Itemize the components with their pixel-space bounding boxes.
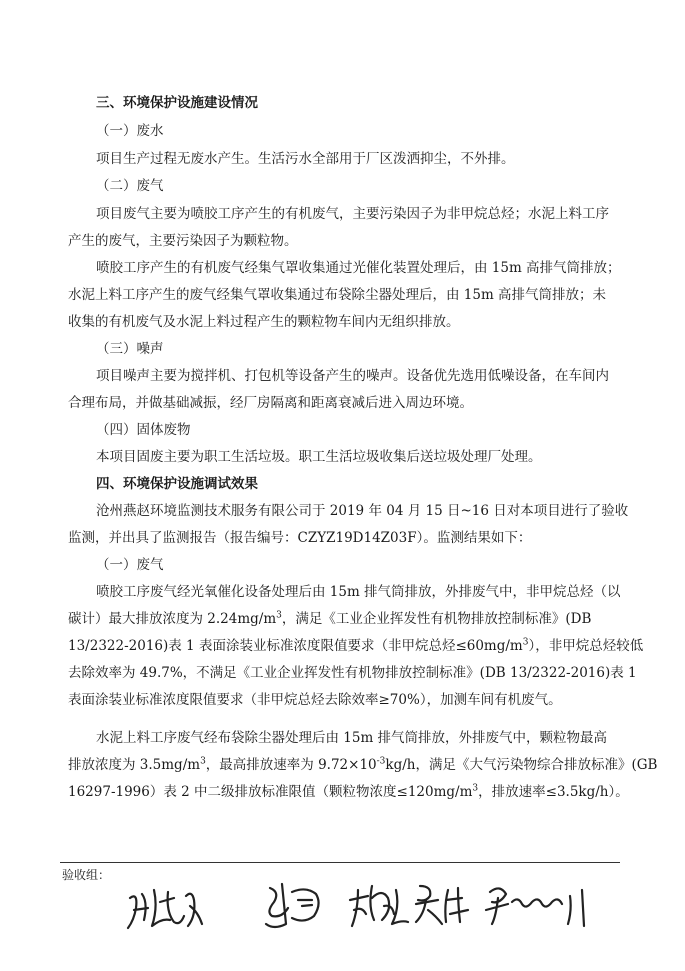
footer-divider — [60, 862, 620, 863]
particulate-result-line-2: 排放浓度为 $3.5mg/m^3$，最高排放速率为 $9.72\times 10^{-3}kg/h$，满足《大气污染物综合排放标准》(GB — [68, 756, 658, 773]
section-3-heading: 三、环境保护设施建设情况 — [96, 95, 258, 111]
vocs-result-line-1: 喷胶工序废气经光氧催化设备处理后由 15m 排气筒排放，外排废气中，非甲烷总烃（以 — [96, 584, 621, 600]
handwritten-signatures — [120, 870, 640, 940]
exhaust-gas-paragraph-2-line-1: 喷胶工序产生的有机废气经集气罩收集通过光催化装置处理后，由 15m 高排气筒排放； — [96, 260, 621, 276]
monitoring-exhaust-gas-heading: （一）废气 — [96, 557, 164, 573]
noise-paragraph-line-1: 项目噪声主要为搅拌机、打包机等设备产生的噪声。设备优先选用低噪设备，在车间内 — [96, 368, 609, 384]
monitoring-intro-line-1: 沧州燕赵环境监测技术服务有限公司于 2019 年 04 月 15 日~16 日对本项目进行了验收 — [96, 503, 629, 519]
solid-waste-paragraph: 本项目固废主要为职工生活垃圾。职工生活垃圾收集后送垃圾处理厂处理。 — [96, 449, 542, 465]
noise-heading: （三）噪声 — [96, 341, 164, 357]
exhaust-gas-heading: （二）废气 — [96, 178, 164, 194]
exhaust-gas-paragraph-1-line-2: 产生的废气，主要污染因子为颗粒物。 — [68, 233, 298, 249]
exhaust-gas-paragraph-2-line-3: 收集的有机废气及水泥上料过程产生的颗粒物车间内无组织排放。 — [68, 314, 460, 330]
wastewater-paragraph: 项目生产过程无废水产生。生活污水全部用于厂区泼洒抑尘，不外排。 — [96, 151, 515, 167]
acceptance-group-label: 验收组： — [62, 868, 111, 882]
exhaust-gas-paragraph-2-line-2: 水泥上料工序产生的废气经集气罩收集通过布袋除尘器处理后，由 15m 高排气筒排放；未 — [68, 287, 607, 303]
solid-waste-heading: （四）固体废物 — [96, 422, 191, 438]
particulate-result-line-3: 16297-1996）表 2 中二级排放标准限值（颗粒物浓度$\le 120mg/m^3$，排放速率≤3.5kg/h）。 — [68, 783, 629, 800]
section-4-heading: 四、环境保护设施调试效果 — [96, 476, 258, 492]
vocs-result-line-4: 去除效率为 49.7%，不满足《工业企业挥发性有机物排放控制标准》(DB 13/2322-2016)表 1 — [68, 665, 637, 681]
vocs-result-line-5: 表面涂装业标准浓度限值要求（非甲烷总烃去除效率≥70%），加测车间有机废气。 — [68, 692, 562, 708]
noise-paragraph-line-2: 合理布局，并做基础减振，经厂房隔离和距离衰减后进入周边环境。 — [68, 395, 473, 411]
vocs-result-line-3: 13/2322-2016)表 1 表面涂装业标准浓度限值要求（非甲烷总烃$\le 60mg/m^3$），非甲烷总烃较低 — [68, 637, 644, 654]
exhaust-gas-paragraph-1-line-1: 项目废气主要为喷胶工序产生的有机废气，主要污染因子为非甲烷总烃；水泥上料工序 — [96, 206, 609, 222]
wastewater-heading: （一）废水 — [96, 123, 164, 139]
particulate-result-line-1: 水泥上料工序废气经布袋除尘器处理后由 15m 排气筒排放，外排废气中，颗粒物最高 — [96, 730, 608, 746]
monitoring-intro-line-2: 监测，并出具了监测报告（报告编号：CZYZ19D14Z03F）。监测结果如下： — [68, 530, 532, 546]
vocs-result-line-2: 碳计）最大排放浓度为 $2.24mg/m^3$，满足《工业企业挥发性有机物排放控制标准》(DB — [68, 610, 592, 627]
